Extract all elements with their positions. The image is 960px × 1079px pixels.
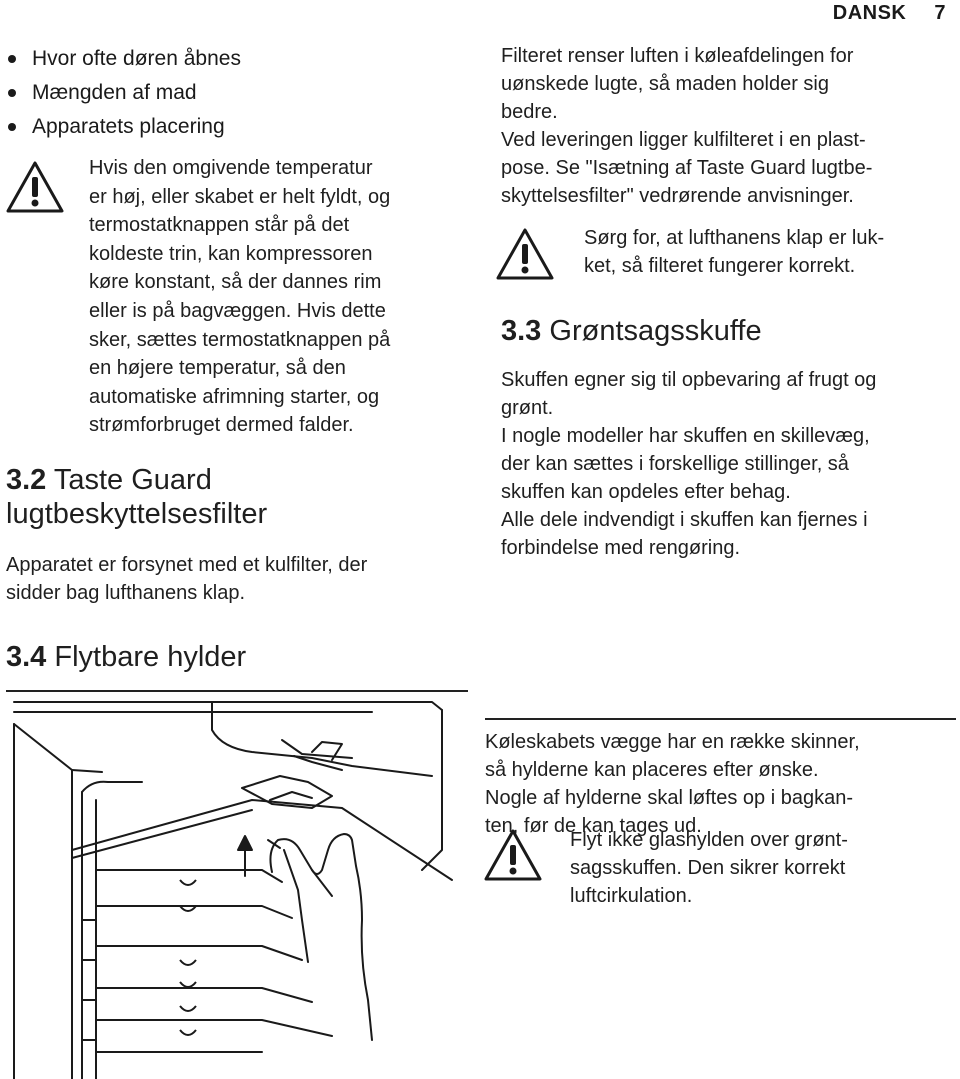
- paragraph-line: Køleskabets vægge har en række skinner,: [485, 731, 860, 753]
- paragraph-line: Ved leveringen ligger kulfilteret i en plast-: [501, 129, 866, 151]
- warning-line: termostatknappen står på det: [89, 214, 350, 237]
- paragraph-line: sidder bag lufthanens klap.: [6, 582, 246, 604]
- paragraph-line: Skuffen egner sig til opbevaring af frugt og: [501, 369, 877, 391]
- section-title: Taste Guard: [53, 464, 212, 496]
- warning-line: sagsskuffen. Den sikrer korrekt: [570, 857, 846, 879]
- warning-line: en højere temperatur, så den: [89, 357, 346, 380]
- section-title: Grøntsagsskuffe: [549, 315, 762, 347]
- warning-1-text: [89, 154, 469, 440]
- paragraph-line: Filteret renser luften i køleafdelingen for: [501, 45, 854, 67]
- paragraph-line: skyttelsesfilter" vedrørende anvisninger.: [501, 185, 854, 207]
- paragraph-line: Apparatet er forsynet med et kulfilter, der: [6, 554, 368, 576]
- paragraph-line: grønt.: [501, 397, 554, 419]
- paragraph-line: uønskede lugte, så maden holder sig: [501, 73, 829, 95]
- shelf-illustration: [12, 700, 468, 1079]
- filter-text: [501, 42, 956, 210]
- bullet-item: Mængden af mad: [6, 76, 241, 110]
- paragraph-line: der kan sættes i forskellige stillinger, så: [501, 453, 849, 475]
- warning-line: koldeste trin, kan kompressoren: [89, 242, 373, 265]
- bullet-list: [6, 42, 241, 144]
- paragraph-line: I nogle modeller har skuffen en skillevæg,: [501, 425, 870, 447]
- warning-line: er høj, eller skabet er helt fyldt, og: [89, 185, 391, 208]
- warning-triangle-icon: [495, 227, 555, 281]
- section-3-3-text: [501, 366, 960, 562]
- warning-triangle-icon: [5, 160, 65, 214]
- warning-line: sker, sættes termostatknappen på: [89, 328, 391, 351]
- section-rule: [485, 718, 956, 720]
- section-number: 3.3: [501, 315, 542, 347]
- paragraph-line: Nogle af hylderne skal løftes op i bagkan-: [485, 787, 853, 809]
- section-3-2-heading: [6, 463, 466, 531]
- section-3-2-text: [6, 551, 466, 607]
- warning-3-text: [570, 826, 956, 910]
- paragraph-line: pose. Se "Isætning af Taste Guard lugtbe-: [501, 157, 873, 179]
- header-section: DANSK: [832, 2, 907, 24]
- section-3-3-heading: [501, 314, 956, 348]
- section-number: 3.2: [6, 464, 47, 496]
- section-3-4-text: [485, 728, 956, 840]
- page-header: [833, 2, 946, 25]
- warning-triangle-icon: [483, 828, 543, 882]
- paragraph-line: Alle dele indvendigt i skuffen kan fjernes i: [501, 509, 868, 531]
- paragraph-line: så hylderne kan placeres efter ønske.: [485, 759, 819, 781]
- paragraph-line: forbindelse med rengøring.: [501, 537, 741, 559]
- warning-line: automatiske afrimning starter, og: [89, 385, 380, 408]
- section-title: Flytbare hylder: [54, 641, 247, 673]
- paragraph-line: ten, før de kan tages ud.: [485, 815, 702, 837]
- paragraph-line: bedre.: [501, 101, 558, 123]
- page-number: 7: [934, 2, 946, 24]
- warning-line: strømforbruget dermed falder.: [89, 414, 354, 437]
- section-number: 3.4: [6, 641, 47, 673]
- warning-2-text: [584, 224, 956, 280]
- bullet-item: Apparatets placering: [6, 110, 241, 144]
- warning-line: ket, så filteret fungerer korrekt.: [584, 255, 856, 277]
- warning-line: eller is på bagvæggen. Hvis dette: [89, 299, 386, 322]
- warning-line: køre konstant, så der dannes rim: [89, 271, 382, 294]
- warning-line: Hvis den omgivende temperatur: [89, 157, 373, 179]
- section-rule: [6, 690, 468, 692]
- section-3-4-heading: [6, 640, 466, 674]
- warning-line: luftcirkulation.: [570, 885, 693, 907]
- warning-line: Sørg for, at lufthanens klap er luk-: [584, 227, 885, 249]
- bullet-item: Hvor ofte døren åbnes: [6, 42, 241, 76]
- warning-line: Flyt ikke glashylden over grønt-: [570, 829, 848, 851]
- paragraph-line: skuffen kan opdeles efter behag.: [501, 481, 791, 503]
- section-title-line-2: lugtbeskyttelsesfilter: [6, 498, 268, 530]
